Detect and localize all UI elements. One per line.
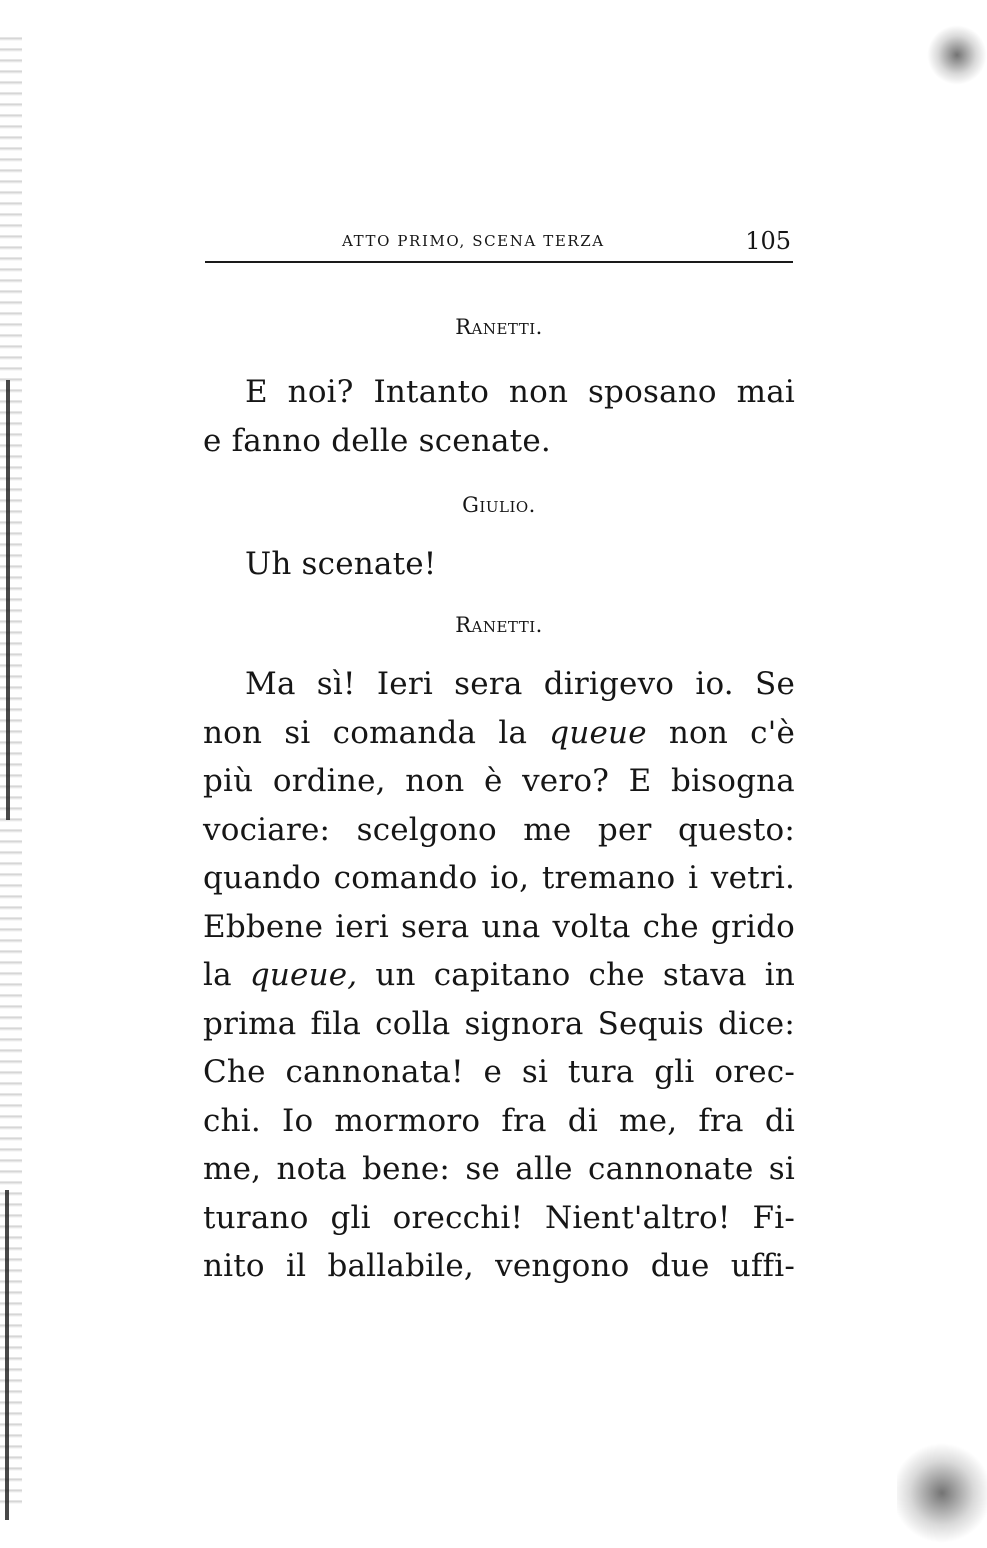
- scan-speckle-top-right: [927, 25, 987, 85]
- scan-binding-shadow: [6, 380, 10, 820]
- speech-text: non si comanda la: [203, 714, 528, 751]
- speech-line: quando comando io, tremano i vetri.: [203, 860, 795, 896]
- speech-line: chi. Io mormoro fra di me, fra di: [203, 1102, 795, 1139]
- speech-line: me, nota bene: se alle cannonate si: [203, 1151, 795, 1187]
- speech-text: non c'è: [668, 714, 796, 751]
- speech-line: [203, 709, 795, 758]
- scan-speckle-bottom-right: [897, 1438, 987, 1548]
- speech-line: Uh scenate!: [245, 546, 437, 582]
- speaker-name: Ranetti.: [455, 315, 543, 339]
- scan-binding-edge: [0, 30, 22, 1510]
- speech-paragraph: [203, 368, 795, 465]
- speech-line: Ma sì! Ieri sera dirigevo io. Se: [245, 666, 795, 702]
- speech-line: vociare: scelgono me per questo:: [203, 811, 795, 848]
- speaker-name: Giulio.: [462, 493, 536, 517]
- page-number: 105: [745, 227, 791, 255]
- speech-line: [203, 951, 795, 1000]
- header-rule: [205, 261, 793, 263]
- italic-term: queue,: [249, 957, 358, 993]
- speech-text: un capitano che stava in: [375, 957, 795, 993]
- speech-line: nito il ballabile, vengono due uffi-: [203, 1248, 795, 1284]
- speech-line: turano gli orecchi! Nient'altro! Fi-: [203, 1199, 795, 1236]
- speech-paragraph: [203, 660, 795, 1291]
- speech-line: e fanno delle scenate.: [203, 422, 551, 459]
- scan-binding-shadow-lower: [5, 1190, 9, 1520]
- speech-line: E noi? Intanto non sposano mai: [245, 374, 795, 410]
- speech-text: la: [203, 957, 232, 993]
- speech-line: più ordine, non è vero? E bisogna: [203, 763, 795, 799]
- italic-term: queue: [549, 714, 647, 751]
- running-head-title: ATTO PRIMO, SCENA TERZA: [342, 232, 605, 250]
- speech-line: prima fila colla signora Sequis dice:: [203, 1005, 795, 1042]
- speech-paragraph: [203, 540, 795, 589]
- speech-line: Ebbene ieri sera una volta che grido: [203, 908, 795, 945]
- speech-line: Che cannonata! e si tura gli orec-: [203, 1054, 795, 1090]
- speaker-name: Ranetti.: [455, 613, 543, 637]
